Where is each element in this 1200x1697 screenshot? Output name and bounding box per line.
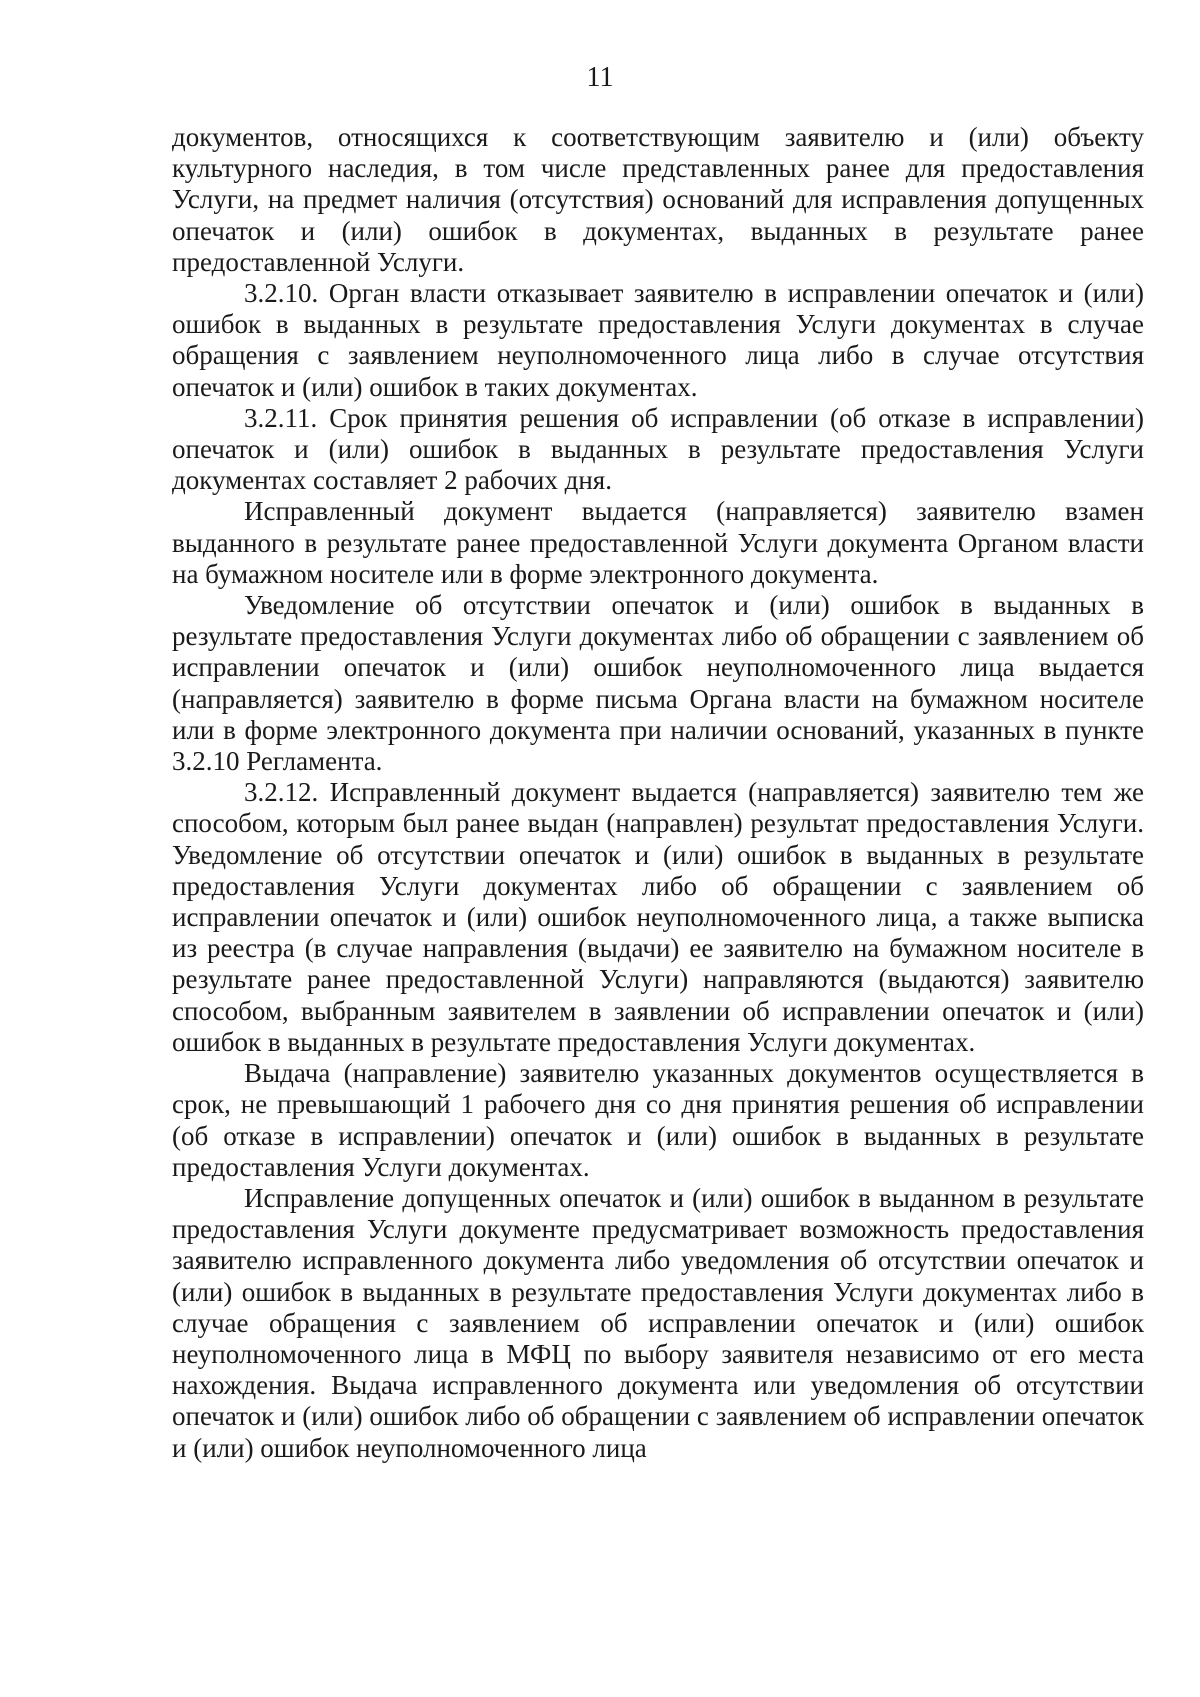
paragraph-correction-mfc: Исправление допущенных опечаток и (или) ошибок в выданном в результате предоставления Услуги документе предусматривает возможность предоставления заявителю исправленного документа либо уведомления об отсутствии опечаток и (или) ошибок в выданных в результате предоставления Услуги документах либо в случае обращения с заявлением об исправлении опечаток и (или) ошибок неуполномоченного лица в МФЦ по выбору заявителя независимо от его места нахождения. Выдача исправленного документа или уведомления об отсутствии опечаток и (или) ошибок либо об обращении с заявлением об исправлении опечаток и (или) ошибок неуполномоченного лица — [172, 1182, 1144, 1463]
paragraph-continuation: документов, относящихся к соответствующим заявителю и (или) объекту культурного наследия, в том числе представленных ранее для предоставления Услуги, на предмет наличия (отсутствия) оснований для исправления допущенных опечаток и (или) ошибок в документах, выданных в результате ранее предоставленной Услуги. — [172, 122, 1144, 277]
paragraph-3-2-10: 3.2.10. Орган власти отказывает заявителю в исправлении опечаток и (или) ошибок в выданных в результате предоставления Услуги документах в случае обращения с заявлением неуполномоченного лица либо в случае отсутствия опечаток и (или) ошибок в таких документах. — [172, 278, 1144, 402]
document-body — [172, 122, 1144, 1464]
paragraph-issuance-deadline: Выдача (направление) заявителю указанных документов осуществляется в срок, не превышающий 1 рабочего дня со дня принятия решения об исправлении (об отказе в исправлении) опечаток и (или) ошибок в выданных в результате предоставления Услуги документах. — [172, 1058, 1144, 1182]
paragraph-corrected-document: Исправленный документ выдается (направляется) заявителю взамен выданного в результате ранее предоставленной Услуги документа Органом власти на бумажном носителе или в форме электронного документа. — [172, 496, 1144, 589]
paragraph-3-2-11: 3.2.11. Срок принятия решения об исправлении (об отказе в исправлении) опечаток и (или) ошибок в выданных в результате предоставления Услуги документах составляет 2 рабочих дня. — [172, 402, 1144, 496]
paragraph-notification: Уведомление об отсутствии опечаток и (или) ошибок в выданных в результате предоставления Услуги документах либо об обращении с заявлением об исправлении опечаток и (или) ошибок неуполномоченного лица выдается (направляется) заявителю в форме письма Органа власти на бумажном носителе или в форме электронного документа при наличии оснований, указанных в пункте 3.2.10 Регламента. — [172, 590, 1144, 777]
page-number: 11 — [586, 62, 614, 93]
paragraph-3-2-12: 3.2.12. Исправленный документ выдается (направляется) заявителю тем же способом, которым был ранее выдан (направлен) результат предоставления Услуги. Уведомление об отсутствии опечаток и (или) ошибок в выданных в результате предоставления Услуги документах либо об обращении с заявлением об исправлении опечаток и (или) ошибок неуполномоченного лица, а также выписка из реестра (в случае направления (выдачи) ее заявителю на бумажном носителе в результате ранее предоставленной Услуги) направляются (выдаются) заявителю способом, выбранным заявителем в заявлении об исправлении опечаток и (или) ошибок в выданных в результате предоставления Услуги документах. — [172, 777, 1144, 1057]
